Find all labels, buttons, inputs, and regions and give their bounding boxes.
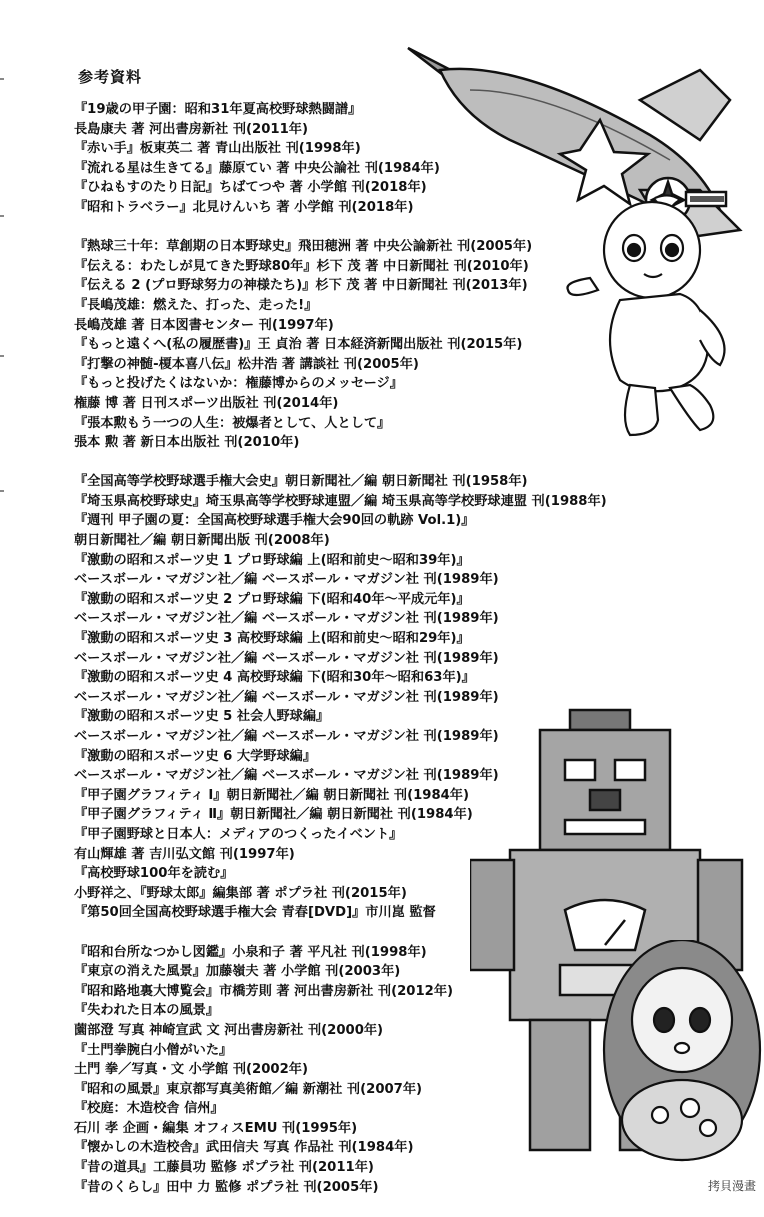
edge-mark bbox=[0, 215, 4, 217]
reference-line: 『週刊 甲子園の夏：全国高校野球選手権大会90回の軌跡 Vol.1)』 bbox=[74, 513, 475, 529]
reference-line: ベースボール・マガジン社／編 ベースボール・マガジン社 刊(1989年) bbox=[74, 689, 499, 705]
reference-line: 『激動の昭和スポーツ史 5 社会人野球編』 bbox=[74, 709, 330, 725]
reference-line: 『昭和の風景』東京都写真美術館／編 新潮社 刊(2007年) bbox=[74, 1081, 423, 1097]
page-title: 参考資料 bbox=[78, 68, 143, 86]
reference-line: 『激動の昭和スポーツ史 1 プロ野球編 上(昭和前史〜昭和39年)』 bbox=[74, 552, 470, 568]
reference-line: 権藤 博 著 日刊スポーツ出版社 刊(2014年) bbox=[74, 395, 339, 411]
reference-line: ベースボール・マガジン社／編 ベースボール・マガジン社 刊(1989年) bbox=[74, 729, 499, 744]
reference-line: 『長嶋茂雄：燃えた、打った、走った!』 bbox=[74, 297, 318, 313]
edge-mark bbox=[0, 490, 4, 492]
reference-line: 『昭和路地裏大博覧会』市橋芳則 著 河出書房新社 刊(2012年) bbox=[74, 983, 454, 999]
roly-poly-doll-illustration bbox=[600, 940, 764, 1190]
reference-line: 『懐かしの木造校舎』武田信夫 写真 作品社 刊(1984年) bbox=[74, 1140, 414, 1156]
reference-line: 長島康夫 著 河出書房新社 刊(2011年) bbox=[74, 121, 308, 137]
reference-line: 『打撃の神髄-榎本喜八伝』松井浩 著 講談社 刊(2005年) bbox=[74, 356, 419, 372]
reference-line: ベースボール・マガジン社／編 ベースボール・マガジン社 刊(1989年) bbox=[74, 768, 499, 784]
reference-line: 『甲子園グラフィティ Ⅰ』朝日新聞社／編 朝日新聞社 刊(1984年) bbox=[74, 787, 470, 803]
reference-line: ベースボール・マガジン社／編 ベースボール・マガジン社 刊(1989年) bbox=[74, 611, 499, 627]
reference-line: 『埼玉県高校野球史』埼玉県高等学校野球連盟／編 埼玉県高等学校野球連盟 刊(1988年) bbox=[74, 493, 607, 509]
reference-line: 『もっと投げたくはないか：権藤博からのメッセージ』 bbox=[74, 376, 403, 392]
reference-line: 『激動の昭和スポーツ史 2 プロ野球編 下(昭和40年〜平成元年)』 bbox=[74, 591, 470, 607]
reference-line: 『甲子園グラフィティ Ⅱ』朝日新聞社／編 朝日新聞社 刊(1984年) bbox=[74, 807, 473, 823]
reference-line: 土門 拳／写真・文 小学館 刊(2002年) bbox=[74, 1062, 308, 1078]
reference-line: 『高校野球100年を読む』 bbox=[74, 866, 234, 882]
reference-line: 『昭和トラベラー』北見けんいち 著 小学館 刊(2018年) bbox=[74, 199, 414, 215]
reference-line: 薗部澄 写真 神崎宣武 文 河出書房新社 刊(2000年) bbox=[74, 1022, 384, 1038]
reference-line: 小野祥之、『野球太郎』編集部 著 ポプラ社 刊(2015年) bbox=[74, 885, 407, 901]
reference-line: 張本 勲 著 新日本出版社 刊(2010年) bbox=[74, 435, 300, 451]
watermark: 拷貝漫畫 bbox=[707, 1179, 756, 1193]
edge-mark bbox=[0, 78, 4, 80]
reference-line: 『流れる星は生きてる』藤原てい 著 中央公論社 刊(1984年) bbox=[74, 160, 440, 176]
reference-line: 『昭和台所なつかし図鑑』小泉和子 著 平凡社 刊(1998年) bbox=[74, 944, 427, 960]
kewpie-doll-illustration bbox=[560, 190, 760, 440]
reference-line: 有山輝雄 著 吉川弘文館 刊(1997年) bbox=[74, 846, 295, 862]
reference-line: 『ひねもすのたり日記』ちばてつや 著 小学館 刊(2018年) bbox=[74, 180, 427, 196]
reference-line: 『昔の道具』工藤員功 監修 ポプラ社 刊(2011年) bbox=[74, 1160, 374, 1176]
reference-line: 『伝える 2 (プロ野球努力の神様たち)』杉下 茂 著 中日新聞社 刊(2013年) bbox=[74, 278, 528, 294]
reference-line: 『甲子園野球と日本人：メディアのつくったイベント』 bbox=[74, 826, 403, 842]
reference-line: 長嶋茂雄 著 日本図書センター 刊(1997年) bbox=[74, 317, 334, 333]
reference-line: 石川 孝 企画・編集 オフィスEMU 刊(1995年) bbox=[74, 1120, 358, 1136]
reference-line: 『激動の昭和スポーツ史 3 高校野球編 上(昭和前史〜昭和29年)』 bbox=[74, 631, 470, 647]
reference-line: ベースボール・マガジン社／編 ベースボール・マガジン社 刊(1989年) bbox=[74, 650, 499, 666]
reference-line: 『失われた日本の風景』 bbox=[74, 1003, 220, 1019]
reference-line: 『東京の消えた風景』加藤嶺夫 著 小学館 刊(2003年) bbox=[74, 964, 401, 980]
reference-line: 『激動の昭和スポーツ史 6 大学野球編』 bbox=[74, 748, 317, 764]
reference-line: 『第50回全国高校野球選手権大会 青春[DVD]』市川崑 監督 bbox=[74, 905, 436, 921]
reference-line: 『全国高等学校野球選手権大会史』朝日新聞社／編 朝日新聞社 刊(1958年) bbox=[74, 474, 528, 490]
reference-line: ベースボール・マガジン社／編 ベースボール・マガジン社 刊(1989年) bbox=[74, 572, 499, 588]
reference-line: 『赤い手』板東英二 著 青山出版社 刊(1998年) bbox=[74, 141, 361, 157]
reference-line: 『熱球三十年：草創期の日本野球史』飛田穂洲 著 中央公論新社 刊(2005年) bbox=[74, 239, 533, 255]
reference-line: 朝日新聞社／編 朝日新聞出版 刊(2008年) bbox=[74, 533, 330, 549]
reference-line: 『激動の昭和スポーツ史 4 高校野球編 下(昭和30年〜昭和63年)』 bbox=[74, 670, 475, 686]
edge-mark bbox=[0, 355, 4, 357]
reference-line: 『土門拳腕白小僧がいた』 bbox=[74, 1042, 233, 1058]
reference-line: 『19歳の甲子園：昭和31年夏高校野球熱闘譜』 bbox=[74, 102, 362, 117]
reference-line: 『もっと遠くへ(私の履歴書)』王 貞治 著 日本経済新聞出版社 刊(2015年) bbox=[74, 337, 523, 353]
reference-line: 『張本勲もう一つの人生：被爆者として、人として』 bbox=[74, 415, 391, 431]
reference-line: 『校庭：木造校舎 信州』 bbox=[74, 1101, 224, 1117]
reference-line: 『伝える：わたしが見てきた野球80年』杉下 茂 著 中日新聞社 刊(2010年) bbox=[74, 258, 529, 274]
reference-line: 『昔のくらし』田中 力 監修 ポプラ社 刊(2005年) bbox=[74, 1179, 379, 1195]
